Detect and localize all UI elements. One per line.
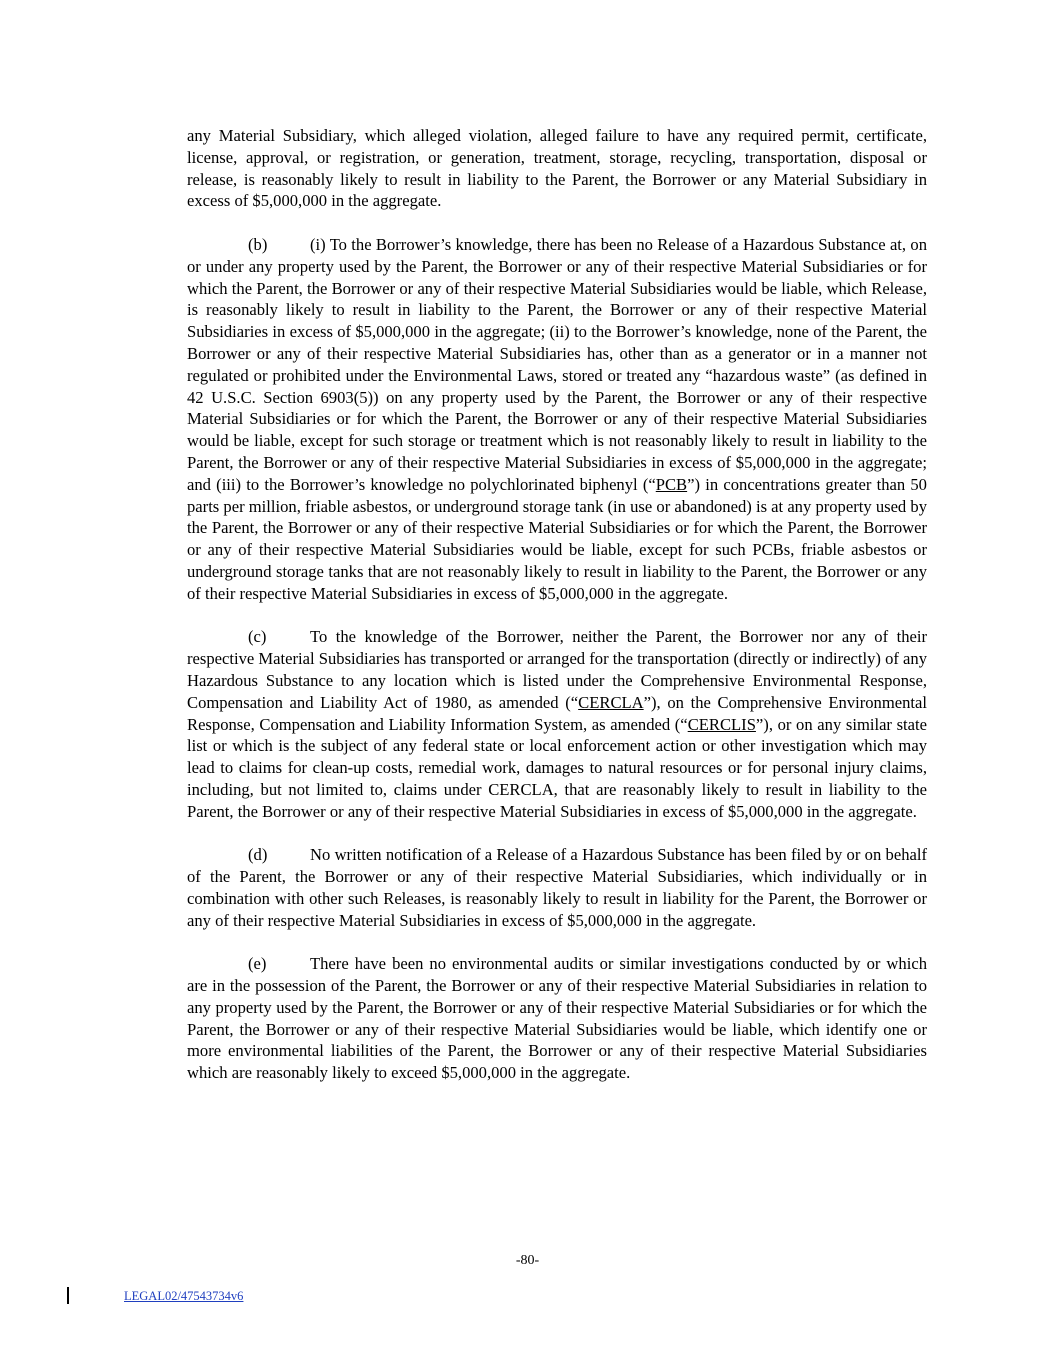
document-body (187, 125, 927, 1106)
paragraph-e-text: There have been no environmental audits or similar investigations conducted by or which are in the possession of the Parent, the Borrower or any of their respective Material Subsidiaries in relation to any property used by the Parent, the Borrower or any of their respective Material Subsidiaries or for which the Parent, the Borrower or any of their respective Material Subsidiaries would be liable, which identify one or more environmental liabilities of the Parent, the Borrower or any of their respective Material Subsidiaries which are reasonably likely to exceed $5,000,000 in the aggregate. (187, 954, 927, 1083)
paragraph-d-text: No written notification of a Release of a Hazardous Substance has been filed by or on behalf of the Parent, the Borrower or any of their respective Material Subsidiaries, which individually or in combination with other such Releases, is reasonably likely to result in liability for the Parent, the Borrower or any of their respective Material Subsidiaries in excess of $5,000,000 in the aggregate. (187, 845, 927, 930)
revision-change-bar (67, 1287, 69, 1304)
paragraph-c (187, 626, 927, 822)
paragraph-c-text-2: ”), on the Comprehensive Environmental Response, Compensation and Liability Information System, as amended (“ (187, 692, 927, 734)
paragraph-d-label: (d) (248, 845, 268, 865)
defined-term-cerclis: CERCLIS (687, 714, 756, 734)
paragraph-b-sub-i: (i) (310, 234, 326, 254)
paragraph-c-label: (c) (248, 627, 267, 647)
paragraph-d (187, 844, 927, 931)
paragraph-b-text-1: To the Borrower’s knowledge, there has been no Release of a Hazardous Substance at, on or under any property used by the Parent, the Borrower or any of their respective Material Subsidiaries or for which the Parent, the Borrower or any of their respective Material Subsidiaries would be liable, which Release, is reasonably likely to result in liability to the Parent, the Borrower or any of their respective Material Subsidiaries in excess of $5,000,000 in the aggregate; (ii) to the Borrower’s knowledge, none of the Parent, the Borrower or any of their respective Material Subsidiaries has, other than as a generator or in a manner not regulated or prohibited under the Environmental Laws, stored or treated any “hazardous waste” (as defined in 42 U.S.C. Section 6903(5)) on any property used by the Parent, the Borrower or any of their respective Material Subsidiaries or for which the Parent, the Borrower or any of their respective Material Subsidiaries would be liable, except for such storage or treatment which is not reasonably likely to result in liability to the Parent, the Borrower or any of their respective Material Subsidiaries in excess of $5,000,000 in the aggregate; and (iii) to the Borrower’s knowledge no polychlorinated biphenyl (“ (187, 234, 927, 494)
defined-term-cercla: CERCLA (578, 692, 644, 712)
paragraph-b-text-2: ”) in concentrations greater than 50 parts per million, friable asbestos, or underground storage tank (in use or abandoned) is at any property used by the Parent, the Borrower or any of their respective Material Subsidiaries or for which the Parent, the Borrower or any of their respective Material Subsidiaries would be liable, except for such PCBs, friable asbestos or underground storage tanks that are not reasonably likely to result in liability to the Parent, the Borrower or any of their respective Material Subsidiaries in excess of $5,000,000 in the aggregate. (187, 474, 927, 603)
paragraph-b (187, 234, 927, 605)
paragraph-c-text-1: To the knowledge of the Borrower, neither the Parent, the Borrower nor any of their respective Material Subsidiaries has transported or arranged for the transportation (directly or indirectly) of any Hazardous Substance to any location which is listed under the Comprehensive Environmental Response, Compensation and Liability Act of 1980, as amended (“ (187, 627, 928, 712)
paragraph-b-label: (b) (248, 234, 268, 254)
paragraph-c-text-3: ”), or on any similar state list or which is the subject of any federal state or local enforcement action or other investigation which may lead to claims for clean-up costs, remedial work, damages to natural resources or for personal injury claims, including, but not limited to, claims under CERCLA, that are reasonably likely to result in liability to the Parent, the Borrower or any of their respective Material Subsidiaries in excess of $5,000,000 in the aggregate. (187, 714, 928, 821)
paragraph-continuation: any Material Subsidiary, which alleged violation, alleged failure to have any required permit, certificate, license, approval, or registration, or generation, treatment, storage, recycling, transportation, disposal or release, is reasonably likely to result in liability to the Parent, the Borrower or any Material Subsidiary in excess of $5,000,000 in the aggregate. (187, 126, 927, 211)
paragraph-e (187, 953, 927, 1084)
defined-term-pcb: PCB (655, 474, 688, 494)
paragraph-e-label: (e) (248, 954, 267, 974)
page-number: -80- (515, 1253, 540, 1268)
document-id-link[interactable]: LEGAL02/47543734v6 (124, 1289, 244, 1303)
